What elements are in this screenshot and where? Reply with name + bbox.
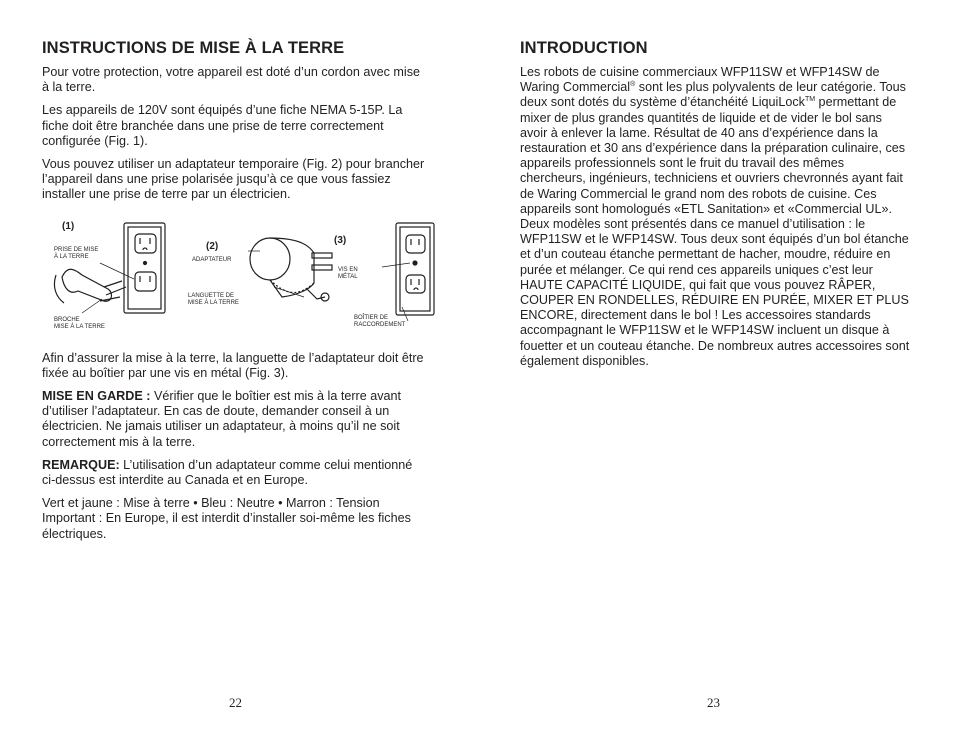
figure-1-outlet-label: PRISE DE MISE À LA TERRE [54, 246, 99, 260]
warning-paragraph [42, 389, 427, 450]
right-column [520, 38, 912, 369]
figure-2-tab-label: LANGUETTE DE MISE À LA TERRE [188, 292, 239, 306]
grounding-figures [42, 217, 437, 337]
trademark-mark: TM [804, 96, 816, 104]
left-column [42, 38, 427, 550]
grounding-heading: INSTRUCTIONS DE MISE À LA TERRE [42, 39, 345, 57]
figure-2-number: (2) [206, 240, 219, 252]
paragraph-protection: Pour votre protection, votre appareil est doté d’un cordon avec mise à la terre. [42, 65, 421, 95]
adapter-drawing [248, 238, 332, 301]
paragraph-nema: Les appareils de 120V sont équipés d’une fiche NEMA 5-15P. La fiche doit être branchée dans une prise de terre correctement configurée (Fig. 1). [42, 103, 403, 148]
paragraph-wire-colors: Vert et jaune : Mise à terre • Bleu : Neutre • Marron : Tension Important : En Europe, il est interdit d’installer soi-même les fiches électriques. [42, 496, 411, 541]
figure-2-adapter-label: ADAPTATEUR [192, 256, 232, 263]
page-number-right: 23 [707, 695, 720, 710]
note-text: L’utilisation d’un adaptateur comme celui mentionné ci-dessus est interdite au Canada et en Europe. [42, 457, 413, 488]
note-paragraph [42, 458, 427, 488]
intro-text-a: Les robots de cuisine commerciaux WFP11SW et WFP14SW de Waring Commercial [520, 65, 880, 95]
page-number-left: 22 [229, 695, 242, 710]
outlet-with-adapter-drawing [382, 223, 434, 321]
registered-mark: ® [630, 81, 636, 89]
warning-label: MISE EN GARDE : [42, 389, 151, 404]
figure-3-screw-label: VIS EN MÉTAL [338, 266, 358, 280]
grounded-outlet-drawing [54, 220, 165, 313]
warning-text: Vérifier que le boîtier est mis à la terre avant d’utiliser l’adaptateur. En cas de doute, demander conseil à un électricien. Ne jamais utiliser un adaptateur, à moins qu’il ne soit correctement mis à la terre. [42, 389, 402, 449]
intro-text-c: permettant de mixer de plus grandes quantités de liquide et de vider le bol sans avoir à enlever la lame. Résultat de 40 ans d’expérience dans la restauration et 30 ans d’expérience dans la préparation culinaire, ces appareils professionnels sont le fruit du travail des mêmes chercheurs, ingénieurs, techniciens et ouvriers chevronnés ayant fait de Waring Commercial le grand nom des robots de cuisine. Ces appareils sont homologués «ETL Sanitation» et «Commercial UL». Deux modèles sont présentés dans ce manuel d’utilisation : le WFP11SW et le WFP14SW. Tous deux sont équipés d’un bol étanche et d’un couteau étanche permettant de hacher, moudre, réduire en purée et mélanger. Ce qui rend ces appareils uniques c’est leur HAUTE CAPACITÉ LIQUIDE, qui fait que vous pouvez RÂPER, COUPER EN RONDELLES, RÉDUIRE EN PURÉE, MIXER ET PLUS ENCORE, directement dans le bol ! Les accessoires standards accompagnant le WFP11SW et le WFP14SW incluent un disque à fouetter et un couteau étanche. De nombreux autres accessoires sont également disponibles. [520, 95, 910, 368]
introduction-paragraph [520, 65, 912, 369]
figure-3-number: (3) [334, 234, 347, 246]
paragraph-adapter: Vous pouvez utiliser un adaptateur temporaire (Fig. 2) pour brancher l’appareil dans une prise polarisée jusqu’à ce que vous fassiez installer une prise de terre par un électricien. [42, 157, 425, 202]
intro-text-b: sont les plus polyvalents de leur catégorie. Tous deux sont dotés du système d’étanchéité LiquiLock [520, 80, 906, 110]
figure-3-box-label: BOÎTIER DE RACCORDEMENT [354, 314, 406, 328]
introduction-heading: INTRODUCTION [520, 39, 648, 57]
paragraph-adapter-tab: Afin d’assurer la mise à la terre, la languette de l’adaptateur doit être fixée au boîtier par une vis en métal (Fig. 3). [42, 350, 424, 380]
note-label: REMARQUE: [42, 457, 120, 472]
figure-1-pin-label: BROCHE MISE À LA TERRE [54, 316, 105, 330]
figure-1-number: (1) [62, 220, 75, 232]
